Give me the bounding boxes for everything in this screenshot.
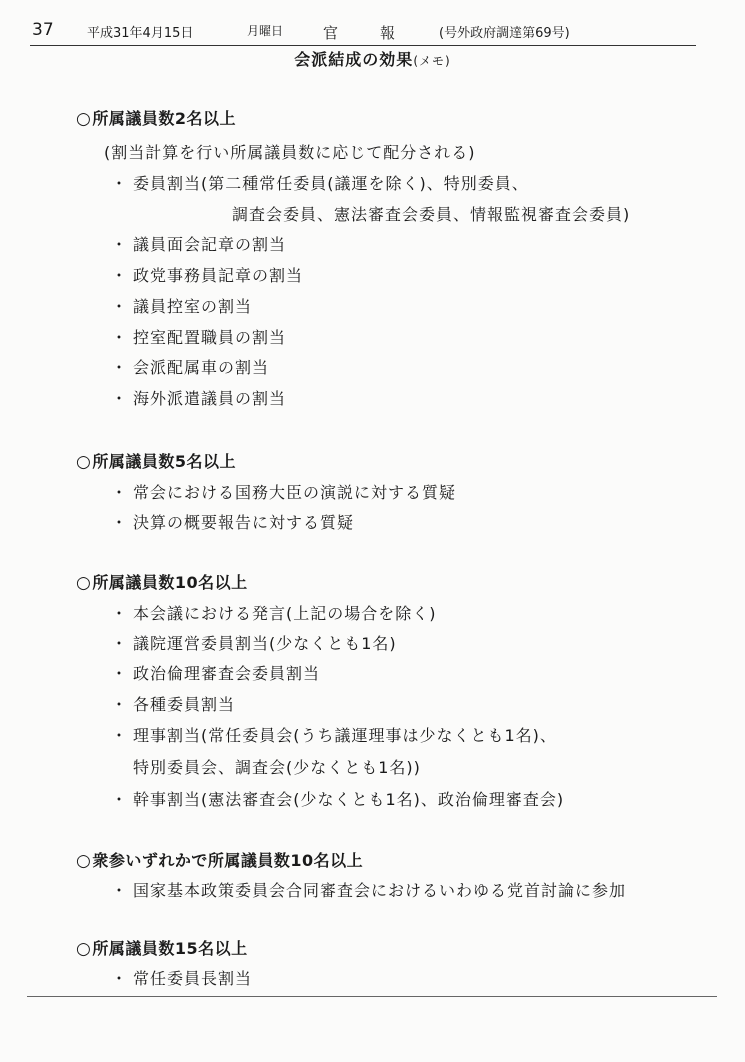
list-item: ・ 各種委員割当 bbox=[111, 692, 235, 715]
gazette-title-char-2: 報 bbox=[380, 24, 396, 42]
section-heading: ○所属議員数10名以上 bbox=[76, 573, 248, 593]
bullet-mark: ・ bbox=[111, 881, 129, 900]
list-item: ・ 海外派遣議員の割当 bbox=[111, 386, 286, 409]
bullet-mark: ・ bbox=[111, 634, 129, 653]
bullet-mark: ・ bbox=[111, 604, 129, 623]
title-note: (メモ) bbox=[413, 54, 451, 68]
list-item: ・ 本会議における発言(上記の場合を除く) bbox=[111, 601, 437, 624]
list-item: ・ 議員面会記章の割当 bbox=[111, 232, 286, 255]
circle-mark: ○ bbox=[76, 573, 92, 593]
page-header bbox=[32, 20, 695, 46]
section-heading: ○衆参いずれかで所属議員数10名以上 bbox=[76, 851, 364, 871]
bullet-mark: ・ bbox=[111, 513, 129, 532]
issue-date: 平成31年4月15日 bbox=[87, 26, 194, 41]
bullet-mark: ・ bbox=[111, 969, 129, 988]
circle-mark: ○ bbox=[76, 851, 92, 871]
list-item: ・ 幹事割当(憲法審査会(少なくとも1名)、政治倫理審査会) bbox=[111, 787, 564, 810]
bullet-mark: ・ bbox=[111, 726, 129, 745]
list-item: ・ 常任委員長割当 bbox=[111, 966, 252, 989]
circle-mark: ○ bbox=[76, 109, 92, 129]
bullet-mark: ・ bbox=[111, 266, 129, 285]
bullet-mark: ・ bbox=[111, 358, 129, 377]
footer-rule bbox=[27, 996, 717, 997]
list-item-continuation: 調査会委員、憲法審査会委員、情報監視審査会委員) bbox=[232, 205, 631, 224]
issue-number: (号外政府調達第69号) bbox=[439, 26, 570, 41]
bullet-mark: ・ bbox=[111, 235, 129, 254]
page-number: 37 bbox=[32, 20, 54, 40]
circle-mark: ○ bbox=[76, 452, 92, 472]
bullet-mark: ・ bbox=[111, 328, 129, 347]
list-item: ・ 会派配属車の割当 bbox=[111, 355, 269, 378]
list-item: ・ 議員控室の割当 bbox=[111, 294, 252, 317]
title-main: 会派結成の効果 bbox=[294, 50, 414, 69]
bullet-mark: ・ bbox=[111, 389, 129, 408]
list-item: ・ 国家基本政策委員会合同審査会におけるいわゆる党首討論に参加 bbox=[111, 878, 626, 901]
document-title bbox=[0, 47, 745, 70]
bullet-mark: ・ bbox=[111, 790, 129, 809]
section-heading: ○所属議員数15名以上 bbox=[76, 939, 248, 959]
bullet-mark: ・ bbox=[111, 664, 129, 683]
bullet-mark: ・ bbox=[111, 695, 129, 714]
section-subtitle: (割当計算を行い所属議員数に応じて配分される) bbox=[104, 143, 476, 162]
header-rule bbox=[30, 45, 696, 46]
bullet-mark: ・ bbox=[111, 174, 129, 193]
list-item: ・ 控室配置職員の割当 bbox=[111, 325, 286, 348]
list-item: ・ 政治倫理審査会委員割当 bbox=[111, 661, 320, 684]
list-item: ・ 決算の概要報告に対する質疑 bbox=[111, 510, 354, 533]
gazette-title-char-1: 官 bbox=[323, 24, 339, 42]
list-item-continuation: 特別委員会、調査会(少なくとも1名)) bbox=[133, 758, 421, 777]
section-heading: ○所属議員数2名以上 bbox=[76, 109, 236, 129]
bullet-mark: ・ bbox=[111, 297, 129, 316]
list-item: ・ 理事割当(常任委員会(うち議運理事は少なくとも1名)、 bbox=[111, 723, 557, 746]
list-item: ・ 議院運営委員割当(少なくとも1名) bbox=[111, 631, 397, 654]
bullet-mark: ・ bbox=[111, 483, 129, 502]
section-heading: ○所属議員数5名以上 bbox=[76, 452, 236, 472]
list-item: ・ 常会における国務大臣の演説に対する質疑 bbox=[111, 480, 456, 503]
list-item: ・ 委員割当(第二種常任委員(議運を除く)、特別委員、 bbox=[111, 171, 529, 194]
circle-mark: ○ bbox=[76, 939, 92, 959]
issue-weekday: 月曜日 bbox=[247, 24, 284, 38]
list-item: ・ 政党事務員記章の割当 bbox=[111, 263, 303, 286]
